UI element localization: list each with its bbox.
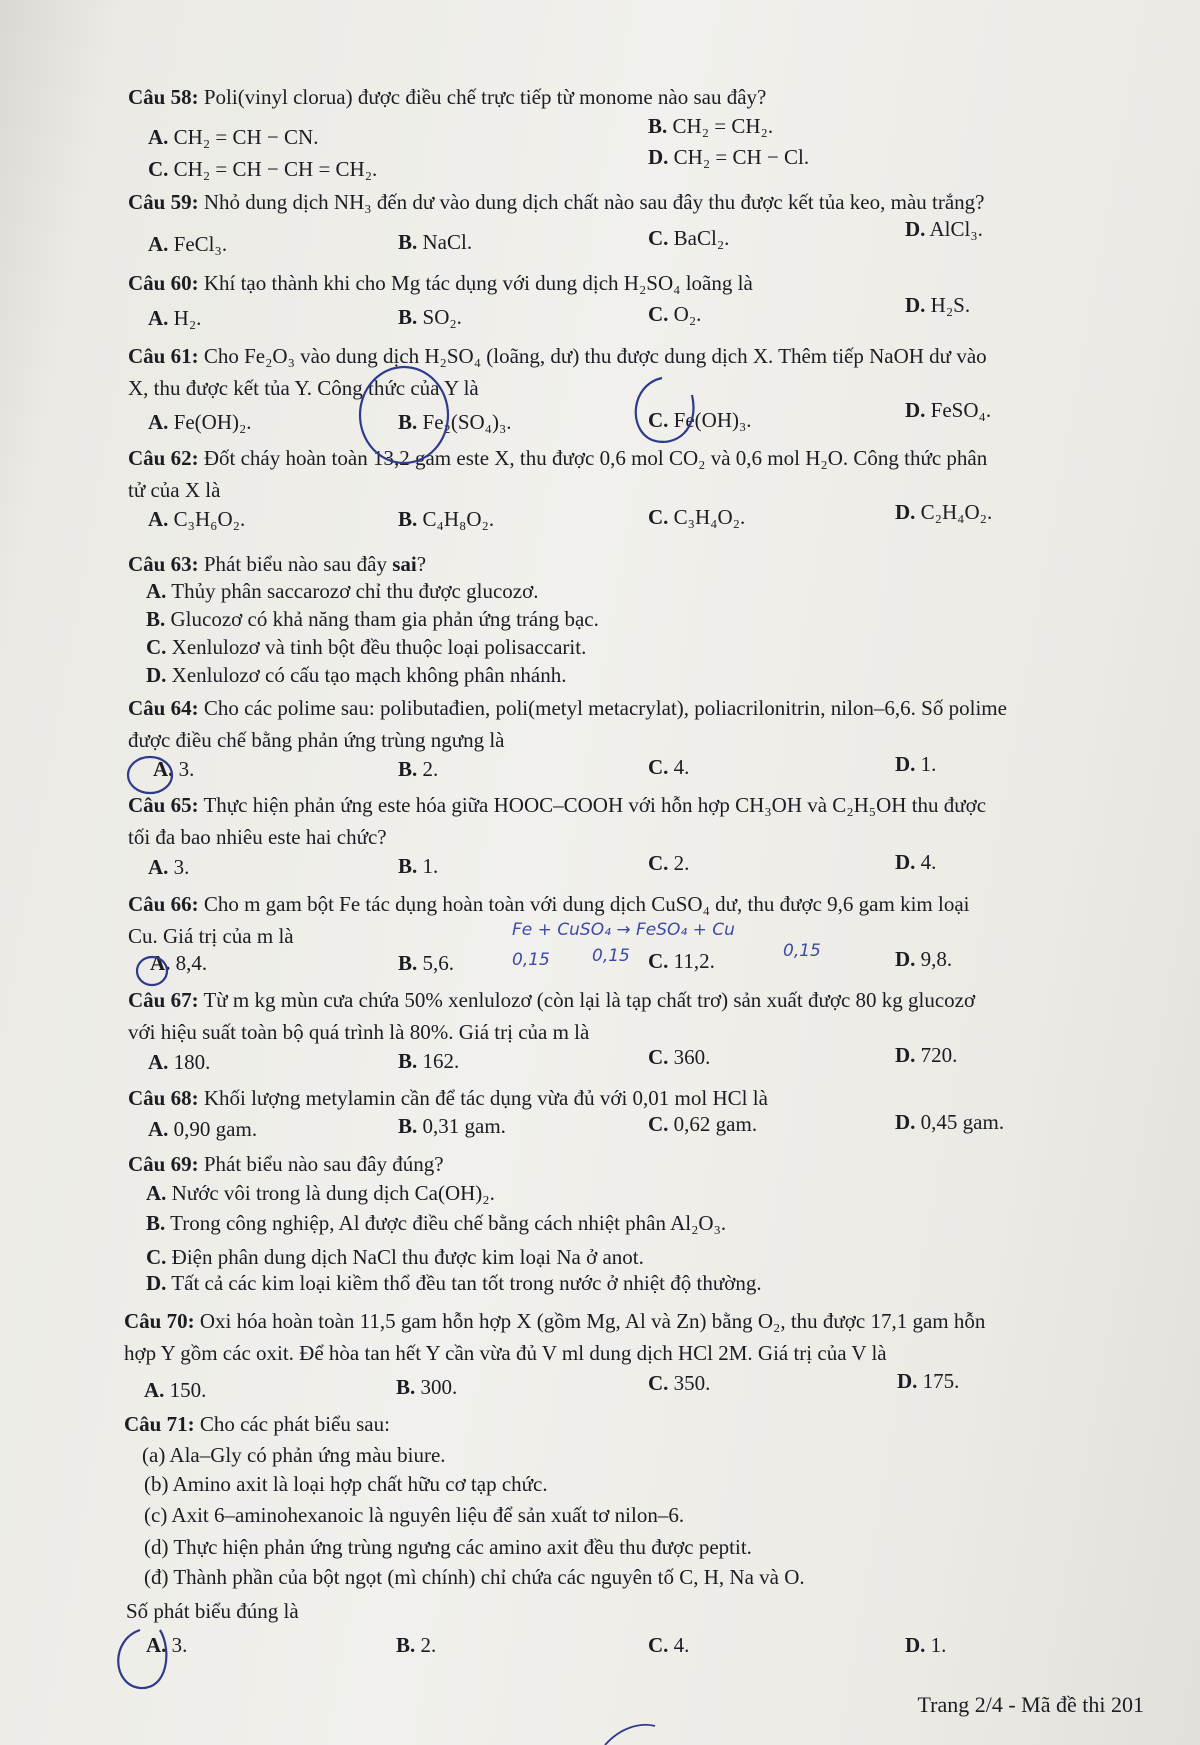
option-d[interactable]: D. CH₂ = CH − Cl.: [648, 145, 810, 169]
option-d[interactable]: D. 9,8.: [895, 947, 953, 971]
option-a[interactable]: A. 3.: [146, 1633, 188, 1657]
handwritten-note: 0,15: [512, 950, 550, 970]
option-b[interactable]: B. 2.: [398, 757, 439, 781]
option-b[interactable]: B. Fe₂(SO₄)₃.: [398, 410, 512, 434]
option-a[interactable]: A. 180.: [148, 1050, 211, 1074]
option-b[interactable]: B. CH₂ = CH₂.: [648, 114, 774, 138]
option-a[interactable]: A. 150.: [144, 1378, 207, 1402]
option-c[interactable]: C. CH₂ = CH − CH = CH₂.: [148, 157, 378, 181]
option-d[interactable]: D. 4.: [895, 850, 937, 874]
question-text: Cho các phát biểu sau:: [199, 1412, 390, 1436]
question-label: Câu 61:: [128, 344, 199, 368]
option-a[interactable]: A. 8,4.: [150, 951, 208, 975]
statement-dd: (đ) Thành phần của bột ngọt (mì chính) chỉ chứa các nguyên tố C, H, Na và O.: [144, 1565, 805, 1589]
option-c[interactable]: C. 0,62 gam.: [648, 1112, 758, 1136]
question-71-ask: Số phát biểu đúng là: [126, 1599, 299, 1623]
question-emphasis: sai: [392, 552, 417, 576]
option-a[interactable]: A. C₃H₆O₂.: [148, 507, 246, 531]
option-a[interactable]: A. FeCl₃.: [148, 232, 228, 256]
pen-circle-mark: [118, 1630, 166, 1688]
option-d[interactable]: D. FeSO₄.: [905, 398, 992, 422]
option-c[interactable]: C. Fe(OH)₃.: [648, 408, 752, 432]
handwritten-note: 0,15: [592, 946, 630, 966]
question-text: Khí tạo thành khi cho Mg tác dụng với dung dịch H₂SO₄ loãng là: [203, 271, 753, 295]
option-c[interactable]: C. Xenlulozơ và tinh bột đều thuộc loại polisaccarit.: [146, 635, 587, 659]
option-c[interactable]: C. Điện phân dung dịch NaCl thu được kim loại Na ở anot.: [146, 1245, 644, 1269]
option-d[interactable]: D. 175.: [897, 1369, 960, 1393]
option-d[interactable]: D. 1.: [895, 752, 937, 776]
option-c[interactable]: C. BaCl₂.: [648, 226, 730, 250]
question-label: Câu 62:: [128, 446, 199, 470]
option-c[interactable]: C. 11,2.: [648, 949, 715, 973]
question-label: Câu 71:: [124, 1412, 195, 1436]
option-a[interactable]: A. Fe(OH)₂.: [148, 410, 252, 434]
question-text: Khối lượng metylamin cần để tác dụng vừa đủ với 0,01 mol HCl là: [203, 1086, 768, 1110]
statement-d: (d) Thực hiện phản ứng trùng ngưng các amino axit đều thu được peptit.: [144, 1535, 752, 1559]
option-d[interactable]: D. C₂H₄O₂.: [895, 500, 993, 524]
option-c[interactable]: C. 350.: [648, 1371, 711, 1395]
option-a[interactable]: A. Nước vôi trong là dung dịch Ca(OH)₂.: [146, 1181, 495, 1205]
question-text: Cho m gam bột Fe tác dụng hoàn toàn với dung dịch CuSO₄ dư, thu được 9,6 gam kim loại: [203, 892, 970, 916]
option-a[interactable]: A. H₂.: [148, 306, 202, 330]
handwritten-note: 0,15: [783, 941, 821, 961]
page-footer: Trang 2/4 - Mã đề thi 201: [917, 1692, 1144, 1717]
handwritten-equation: Fe + CuSO₄ → FeSO₄ + Cu: [512, 920, 735, 940]
question-text-cont: X, thu được kết tủa Y. Công thức của Y là: [128, 376, 479, 400]
option-d[interactable]: D. Xenlulozơ có cấu tạo mạch không phân nhánh.: [146, 663, 567, 687]
option-b[interactable]: B. 1.: [398, 854, 439, 878]
question-63: Câu 63: Phát biểu nào sau đây sai?: [128, 552, 427, 576]
question-label: Câu 69:: [128, 1152, 199, 1176]
question-text: Phát biểu nào sau đây: [203, 552, 393, 576]
option-b[interactable]: B. Glucozơ có khả năng tham gia phản ứng tráng bạc.: [146, 607, 599, 631]
question-label: Câu 66:: [128, 892, 199, 916]
question-text: Poli(vinyl clorua) được điều chế trực tiếp từ monome nào sau đây?: [203, 85, 767, 109]
statement-a: (a) Ala–Gly có phản ứng màu biure.: [142, 1443, 446, 1467]
option-b[interactable]: B. 300.: [396, 1375, 458, 1399]
option-d[interactable]: D. 1.: [905, 1633, 947, 1657]
option-a[interactable]: A. Thủy phân saccarozơ chỉ thu được glucozơ.: [146, 579, 539, 603]
option-a[interactable]: A. 0,90 gam.: [148, 1117, 258, 1141]
question-label: Câu 60:: [128, 271, 199, 295]
question-label: Câu 58:: [128, 85, 199, 109]
question-label: Câu 68:: [128, 1086, 199, 1110]
pen-circle-mark: [128, 757, 172, 793]
pen-stroke-mark: [605, 1725, 655, 1745]
option-d[interactable]: D. 0,45 gam.: [895, 1110, 1005, 1134]
question-text: Nhỏ dung dịch NH₃ đến dư vào dung dịch chất nào sau đây thu được kết tủa keo, màu trắng?: [203, 190, 985, 214]
question-text-cont: tối đa bao nhiêu este hai chức?: [128, 825, 387, 849]
option-c[interactable]: C. C₃H₄O₂.: [648, 505, 746, 529]
question-text-cont: tử của X là: [128, 478, 221, 502]
option-c[interactable]: C. 4.: [648, 755, 690, 779]
option-c[interactable]: C. 360.: [648, 1045, 711, 1069]
pen-circle-mark: [137, 957, 167, 985]
question-text-cont: Cu. Giá trị của m là: [128, 924, 294, 948]
option-c[interactable]: C. 4.: [648, 1633, 690, 1657]
option-a[interactable]: A. CH₂ = CH − CN.: [148, 125, 319, 149]
option-b[interactable]: B. NaCl.: [398, 230, 473, 254]
question-text: Từ m kg mùn cưa chứa 50% xenlulozơ (còn lại là tạp chất trơ) sản xuất được 80 kg glucozơ: [203, 988, 976, 1012]
question-text-cont: hợp Y gồm các oxit. Để hòa tan hết Y cần vừa đủ V ml dung dịch HCl 2M. Giá trị của V là: [124, 1341, 887, 1365]
option-b[interactable]: B. C₄H₈O₂.: [398, 507, 495, 531]
question-label: Câu 63:: [128, 552, 199, 576]
question-text: Thực hiện phản ứng este hóa giữa HOOC–COOH với hỗn hợp CH₃OH và C₂H₅OH thu được: [203, 793, 987, 817]
question-text: Phát biểu nào sau đây đúng?: [203, 1152, 444, 1176]
option-b[interactable]: B. Trong công nghiệp, Al được điều chế bằng cách nhiệt phân Al₂O₃.: [146, 1211, 727, 1235]
option-c[interactable]: C. 2.: [648, 851, 690, 875]
option-b[interactable]: B. SO₂.: [398, 305, 462, 329]
question-text-cont: được điều chế bằng phản ứng trùng ngưng là: [128, 728, 505, 752]
question-label: Câu 65:: [128, 793, 199, 817]
option-a[interactable]: A. 3.: [153, 757, 195, 781]
pen-circle-mark: [360, 367, 448, 463]
question-text: Đốt cháy hoàn toàn 13,2 gam este X, thu được 0,6 mol CO₂ và 0,6 mol H₂O. Công thức phân: [203, 446, 988, 470]
option-d[interactable]: D. AlCl₃.: [905, 217, 983, 241]
question-text: Cho Fe₂O₃ vào dung dịch H₂SO₄ (loãng, dư) thu được dung dịch X. Thêm tiếp NaOH dư vào: [203, 344, 987, 368]
option-a[interactable]: A. 3.: [148, 855, 190, 879]
question-label: Câu 64:: [128, 696, 199, 720]
question-label: Câu 59:: [128, 190, 199, 214]
option-b[interactable]: B. 0,31 gam.: [398, 1114, 506, 1138]
option-b[interactable]: B. 2.: [396, 1633, 437, 1657]
question-text-cont: với hiệu suất toàn bộ quá trình là 80%. Giá trị của m là: [128, 1020, 590, 1044]
question-text: Cho các polime sau: polibutađien, poli(metyl metacrylat), poliacrilonitrin, nilon–6,6. Số polime: [203, 696, 1007, 720]
statement-b: (b) Amino axit là loại hợp chất hữu cơ tạp chức.: [144, 1472, 548, 1496]
question-label: Câu 67:: [128, 988, 199, 1012]
option-d[interactable]: D. H₂S.: [905, 293, 971, 317]
option-d[interactable]: D. 720.: [895, 1043, 958, 1067]
question-label: Câu 70:: [124, 1309, 195, 1333]
option-d[interactable]: D. Tất cả các kim loại kiềm thổ đều tan tốt trong nước ở nhiệt độ thường.: [146, 1271, 762, 1295]
option-b[interactable]: B. 162.: [398, 1049, 460, 1073]
question-text: Oxi hóa hoàn toàn 11,5 gam hỗn hợp X (gồm Mg, Al và Zn) bằng O₂, thu được 17,1 gam hỗn: [199, 1309, 986, 1333]
pen-circle-mark: [636, 378, 694, 442]
statement-c: (c) Axit 6–aminohexanoic là nguyên liệu để sản xuất tơ nilon–6.: [144, 1503, 685, 1527]
option-b[interactable]: B. 5,6.: [398, 951, 455, 975]
option-c[interactable]: C. O₂.: [648, 302, 702, 326]
